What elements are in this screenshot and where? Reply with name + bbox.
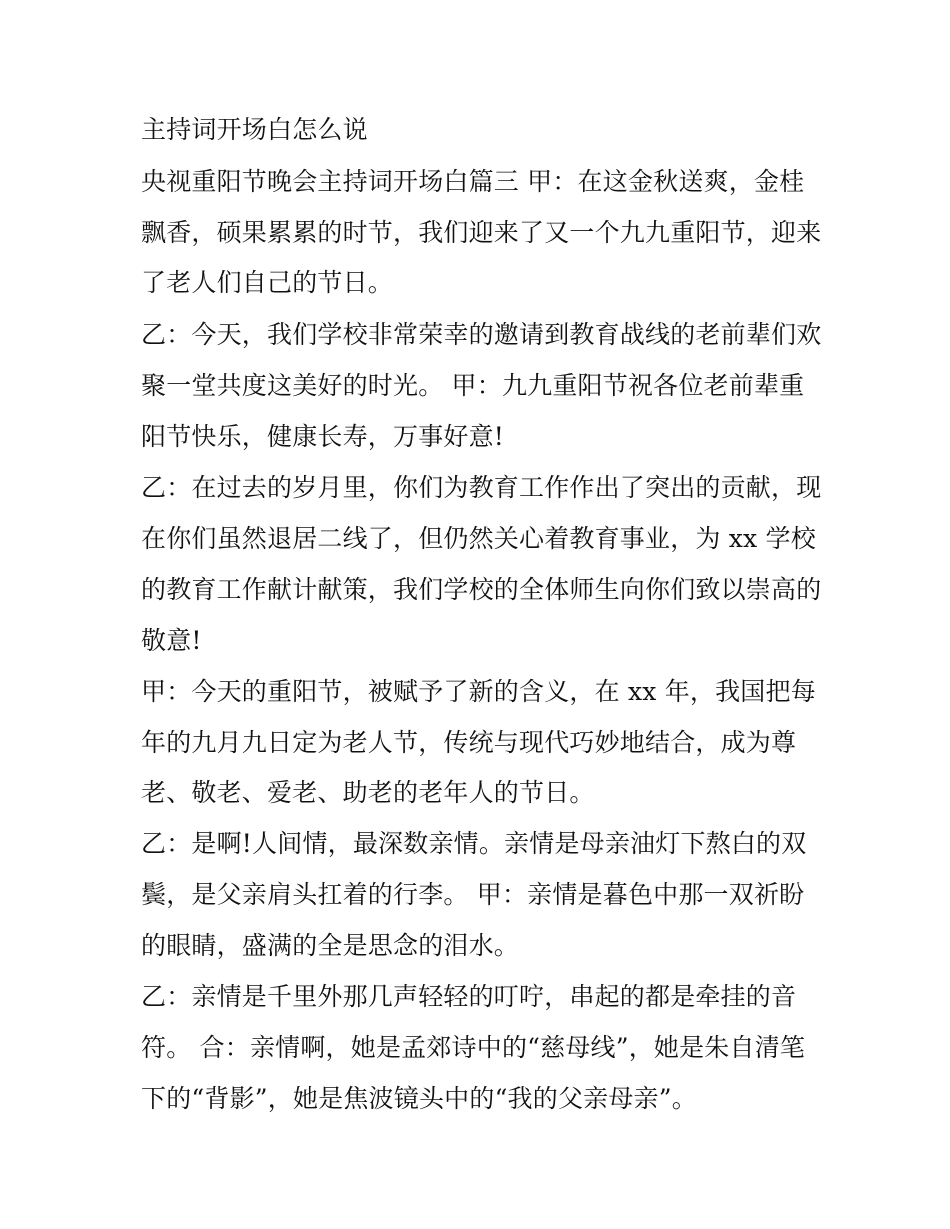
text-line: 央视重阳节晚会主持词开场白篇三 甲：在这金秋送爽，金桂 <box>141 167 805 196</box>
text-line: 符。 合：亲情啊，她是孟郊诗中的“慈母线”，她是朱自清笔 <box>141 1033 806 1062</box>
text-line: 乙：亲情是千里外那几声轻轻的叮咛，串起的都是牵挂的音 <box>141 982 797 1011</box>
text-line: 的眼睛，盛满的全是思念的泪水。 <box>141 931 520 960</box>
text-line: 下的“背影”，她是焦波镜头中的“我的父亲母亲”。 <box>141 1084 697 1113</box>
text-line: 年的九月九日定为老人节，传统与现代巧妙地结合，成为尊 <box>141 728 797 757</box>
document-title: 主持词开场白怎么说 <box>141 115 368 144</box>
text-line: 乙：是啊!人间情，最深数亲情。亲情是母亲油灯下熬白的双 <box>141 829 807 858</box>
text-line: 在你们虽然退居二线了，但仍然关心着教育事业，为 xx 学校 <box>141 524 816 553</box>
text-line: 敬意! <box>141 626 202 655</box>
text-line: 的教育工作献计献策，我们学校的全体师生向你们致以崇高的 <box>141 575 822 604</box>
text-line: 老、敬老、爱老、助老的老年人的节日。 <box>141 778 595 807</box>
text-line: 了老人们自己的节日。 <box>141 268 394 297</box>
text-line: 乙：今天，我们学校非常荣幸的邀请到教育战线的老前辈们欢 <box>141 320 822 349</box>
text-line: 甲：今天的重阳节，被赋予了新的含义，在 xx 年，我国把每 <box>141 677 816 706</box>
text-line: 阳节快乐，健康长寿，万事好意! <box>141 422 505 451</box>
text-line: 鬓，是父亲肩头扛着的行李。 甲：亲情是暮色中那一双祈盼 <box>141 880 805 909</box>
text-line: 飘香，硕果累累的时节，我们迎来了又一个九九重阳节，迎来 <box>141 218 822 247</box>
text-line: 乙：在过去的岁月里，你们为教育工作作出了突出的贡献，现 <box>141 473 822 502</box>
text-line: 聚一堂共度这美好的时光。 甲：九九重阳节祝各位老前辈重 <box>141 371 805 400</box>
